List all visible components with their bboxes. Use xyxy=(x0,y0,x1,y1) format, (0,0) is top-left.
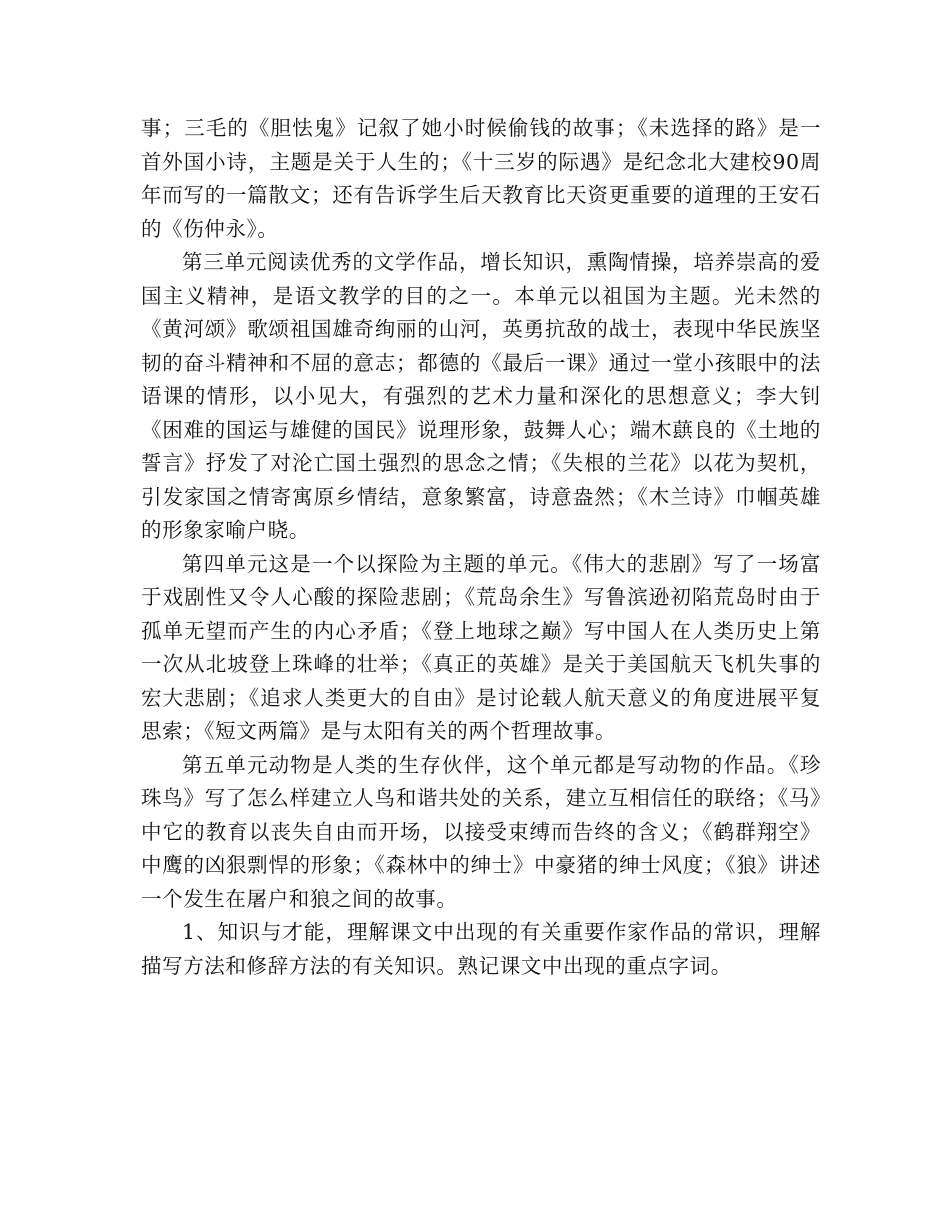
paragraph-unit-four: 第四单元这是一个以探险为主题的单元。《伟大的悲剧》写了一场富于戏剧性又令人心酸的探险悲剧；《荒岛余生》写鲁滨逊初陷荒岛时由于孤单无望而产生的内心矛盾；《登上地球之巅》写中国人在人类历史上第一次从北坡登上珠峰的壮举；《真正的英雄》是关于美国航天飞机失事的宏大悲剧；《追求人类更大的自由》是讨论载人航天意义的角度进展平复思索；《短文两篇》是与太阳有关的两个哲理故事。 xyxy=(141,551,821,743)
paragraph-continuation: 事；三毛的《胆怯鬼》记叙了她小时候偷钱的故事；《未选择的路》是一首外国小诗，主题是关于人生的；《十三岁的际遇》是纪念北大建校90周年而写的一篇散文；还有告诉学生后天教育比天资更重要的道理的王安石的《伤仲永》。 xyxy=(141,116,821,241)
paragraph-unit-five: 第五单元动物是人类的生存伙伴，这个单元都是写动物的作品。《珍珠鸟》写了怎么样建立人鸟和谐共处的关系，建立互相信任的联络；《马》中它的教育以丧失自由而开场，以接受束缚而告终的含义；《鹤群翔空》中鹰的凶狠剽悍的形象；《森林中的绅士》中豪猪的绅士风度；《狼》讲述一个发生在屠户和狼之间的故事。 xyxy=(141,752,821,911)
document-page xyxy=(141,112,821,983)
paragraph-knowledge-goal: 1、知识与才能，理解课文中出现的有关重要作家作品的常识，理解描写方法和修辞方法的有关知识。熟记课文中出现的重点字词。 xyxy=(141,920,821,978)
paragraph-unit-three: 第三单元阅读优秀的文学作品，增长知识，熏陶情操，培养崇高的爱国主义精神，是语文教学的目的之一。本单元以祖国为主题。光未然的《黄河颂》歌颂祖国雄奇绚丽的山河，英勇抗敌的战士，表现中华民族坚韧的奋斗精神和不屈的意志；都德的《最后一课》通过一堂小孩眼中的法语课的情形，以小见大，有强烈的艺术力量和深化的思想意义；李大钊《困难的国运与雄健的国民》说理形象，鼓舞人心；端木蕻良的《土地的誓言》抒发了对沦亡国土强烈的思念之情；《失根的兰花》以花为契机，引发家国之情寄寓原乡情结，意象繁富，诗意盎然；《木兰诗》巾帼英雄的形象家喻户晓。 xyxy=(141,250,821,542)
